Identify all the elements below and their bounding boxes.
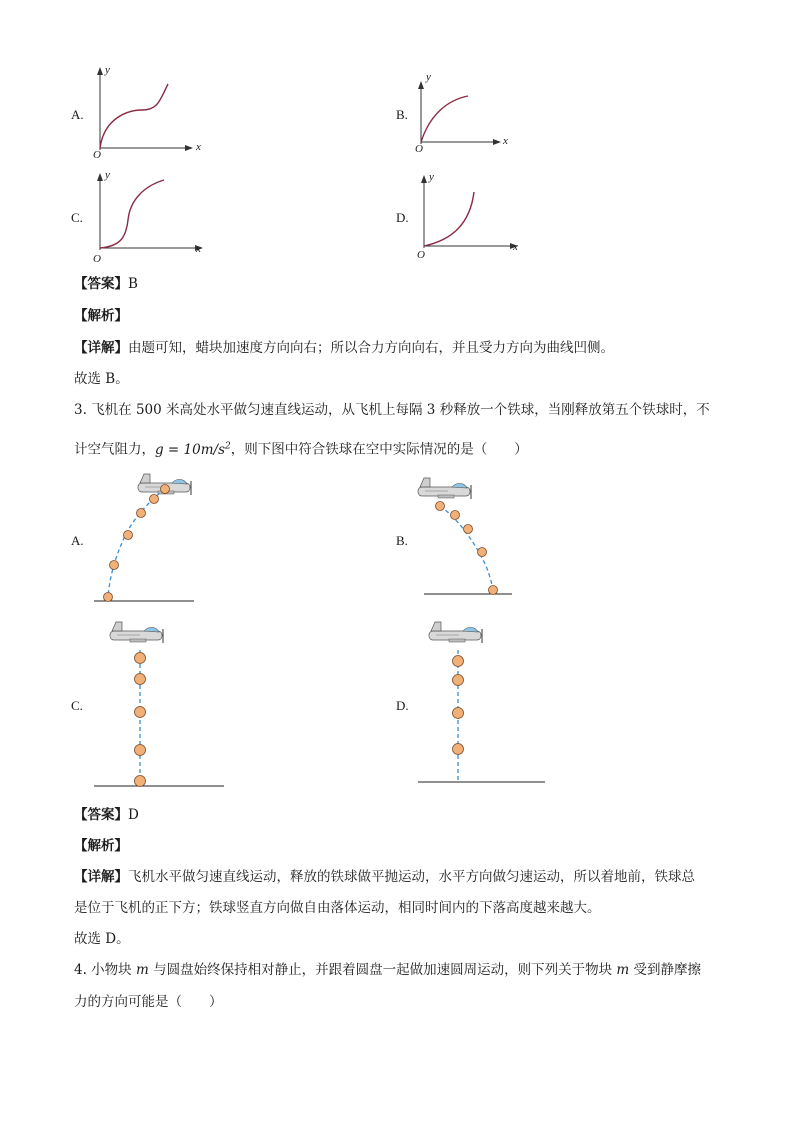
formula-exponent: 2 [225, 441, 231, 451]
q3-detail-line1 [74, 868, 695, 886]
formula-text: g = 10m/s [155, 441, 225, 458]
q3-option-d-label: D. [396, 698, 409, 713]
detail-text: 飞机水平做匀速直线运动，释放的铁球做平抛运动，水平方向做匀速运动，所以着地前，铁球总 [128, 869, 695, 885]
q2-answer [74, 275, 138, 293]
ball-trajectory [108, 489, 165, 597]
ball-icon [135, 776, 146, 787]
question-text: 计空气阻力， [74, 441, 155, 458]
x-label: x [196, 141, 201, 153]
q2-option-d-label: D. [396, 210, 409, 225]
mass-symbol: m [135, 962, 149, 978]
q3-conclusion: 故选 D。 [74, 931, 130, 947]
ball-icon [110, 561, 119, 570]
x-label: x [503, 135, 508, 147]
ball-trajectory [440, 506, 493, 590]
q3-figure-b [418, 478, 512, 595]
q2-analysis-title: 【解析】 [74, 308, 128, 324]
q4-question-line1 [74, 961, 701, 979]
q2-graph-b [415, 71, 508, 155]
q2-detail [74, 339, 614, 357]
q3-question-line2 [74, 437, 528, 459]
q2-option-b-label: B. [396, 107, 408, 122]
curve [100, 180, 164, 248]
q3-detail-line2: 是位于飞机的正下方；铁球竖直方向做自由落体运动，相同时间内的下落高度越来越大。 [74, 900, 601, 916]
q2-graph-a [93, 64, 201, 161]
ball-icon [489, 586, 498, 595]
q3-answer [74, 806, 139, 824]
question-text: 受到静摩擦 [629, 962, 701, 978]
q3-option-c-label: C. [71, 698, 83, 713]
mass-symbol: m [616, 962, 630, 978]
detail-text: 由题可知，蜡块加速度方向向右；所以合力方向向右，并且受力方向为曲线凹侧。 [128, 340, 614, 356]
ball-icon [135, 674, 146, 685]
q3-figure-c [94, 622, 224, 787]
answer-value: D [128, 807, 139, 823]
ball-icon [453, 656, 464, 667]
gravity-formula [155, 442, 231, 458]
curve [424, 192, 474, 246]
ball-icon [150, 495, 159, 504]
ball-icon [451, 511, 460, 520]
q3-figure-a [94, 474, 194, 602]
ball-icon [453, 744, 464, 755]
q2-graph-d [417, 171, 518, 261]
answer-value: B [128, 276, 138, 292]
ball-icon [436, 502, 445, 511]
ball-icon [135, 745, 146, 756]
detail-tag: 【详解】 [74, 869, 128, 885]
x-label: x [513, 241, 518, 253]
curve [100, 84, 168, 148]
plane-icon [110, 622, 163, 643]
q3-figure-d [418, 622, 545, 782]
ball-icon [135, 653, 146, 664]
q2-option-c-label: C. [71, 210, 83, 225]
ball-icon [453, 708, 464, 719]
ball-icon [464, 525, 473, 534]
curve [421, 96, 468, 142]
q2-option-a-label: A. [71, 107, 84, 122]
question-text: ，则下图中符合铁球在空中实际情况的是（ ） [230, 441, 528, 458]
ball-icon [137, 509, 146, 518]
ball-icon [453, 675, 464, 686]
origin-label: O [93, 253, 101, 265]
answer-tag: 【答案】 [74, 276, 128, 292]
x-label: x [196, 243, 201, 255]
plane-icon [418, 478, 471, 499]
detail-tag: 【详解】 [74, 340, 128, 356]
q3-option-b-label: B. [396, 533, 408, 548]
q2-conclusion: 故选 B。 [74, 371, 129, 387]
q3-analysis-title: 【解析】 [74, 838, 128, 854]
y-label: y [105, 169, 110, 181]
question-text: 与圆盘始终保持相对静止，并跟着圆盘一起做加速圆周运动，则下列关于物块 [148, 962, 617, 978]
question-text: 4. 小物块 [74, 962, 136, 978]
plane-icon [429, 622, 482, 643]
ball-icon [124, 531, 133, 540]
q3-question-line1: 3. 飞机在 500 米高处水平做匀速直线运动，从飞机上每隔 3 秒释放一个铁球，当刚释放第五个铁球时，不 [74, 402, 710, 418]
origin-label: O [93, 149, 101, 161]
ball-icon [104, 593, 113, 602]
q4-question-line2: 力的方向可能是（ ） [74, 994, 223, 1010]
y-label: y [426, 71, 431, 83]
answer-tag: 【答案】 [74, 807, 128, 823]
q3-option-a-label: A. [71, 533, 84, 548]
y-label: y [105, 64, 110, 76]
ball-icon [161, 485, 170, 494]
ball-icon [135, 707, 146, 718]
y-label: y [429, 171, 434, 183]
origin-label: O [417, 249, 425, 261]
ball-icon [478, 548, 487, 557]
q2-graph-c [93, 169, 202, 265]
origin-label: O [415, 143, 423, 155]
